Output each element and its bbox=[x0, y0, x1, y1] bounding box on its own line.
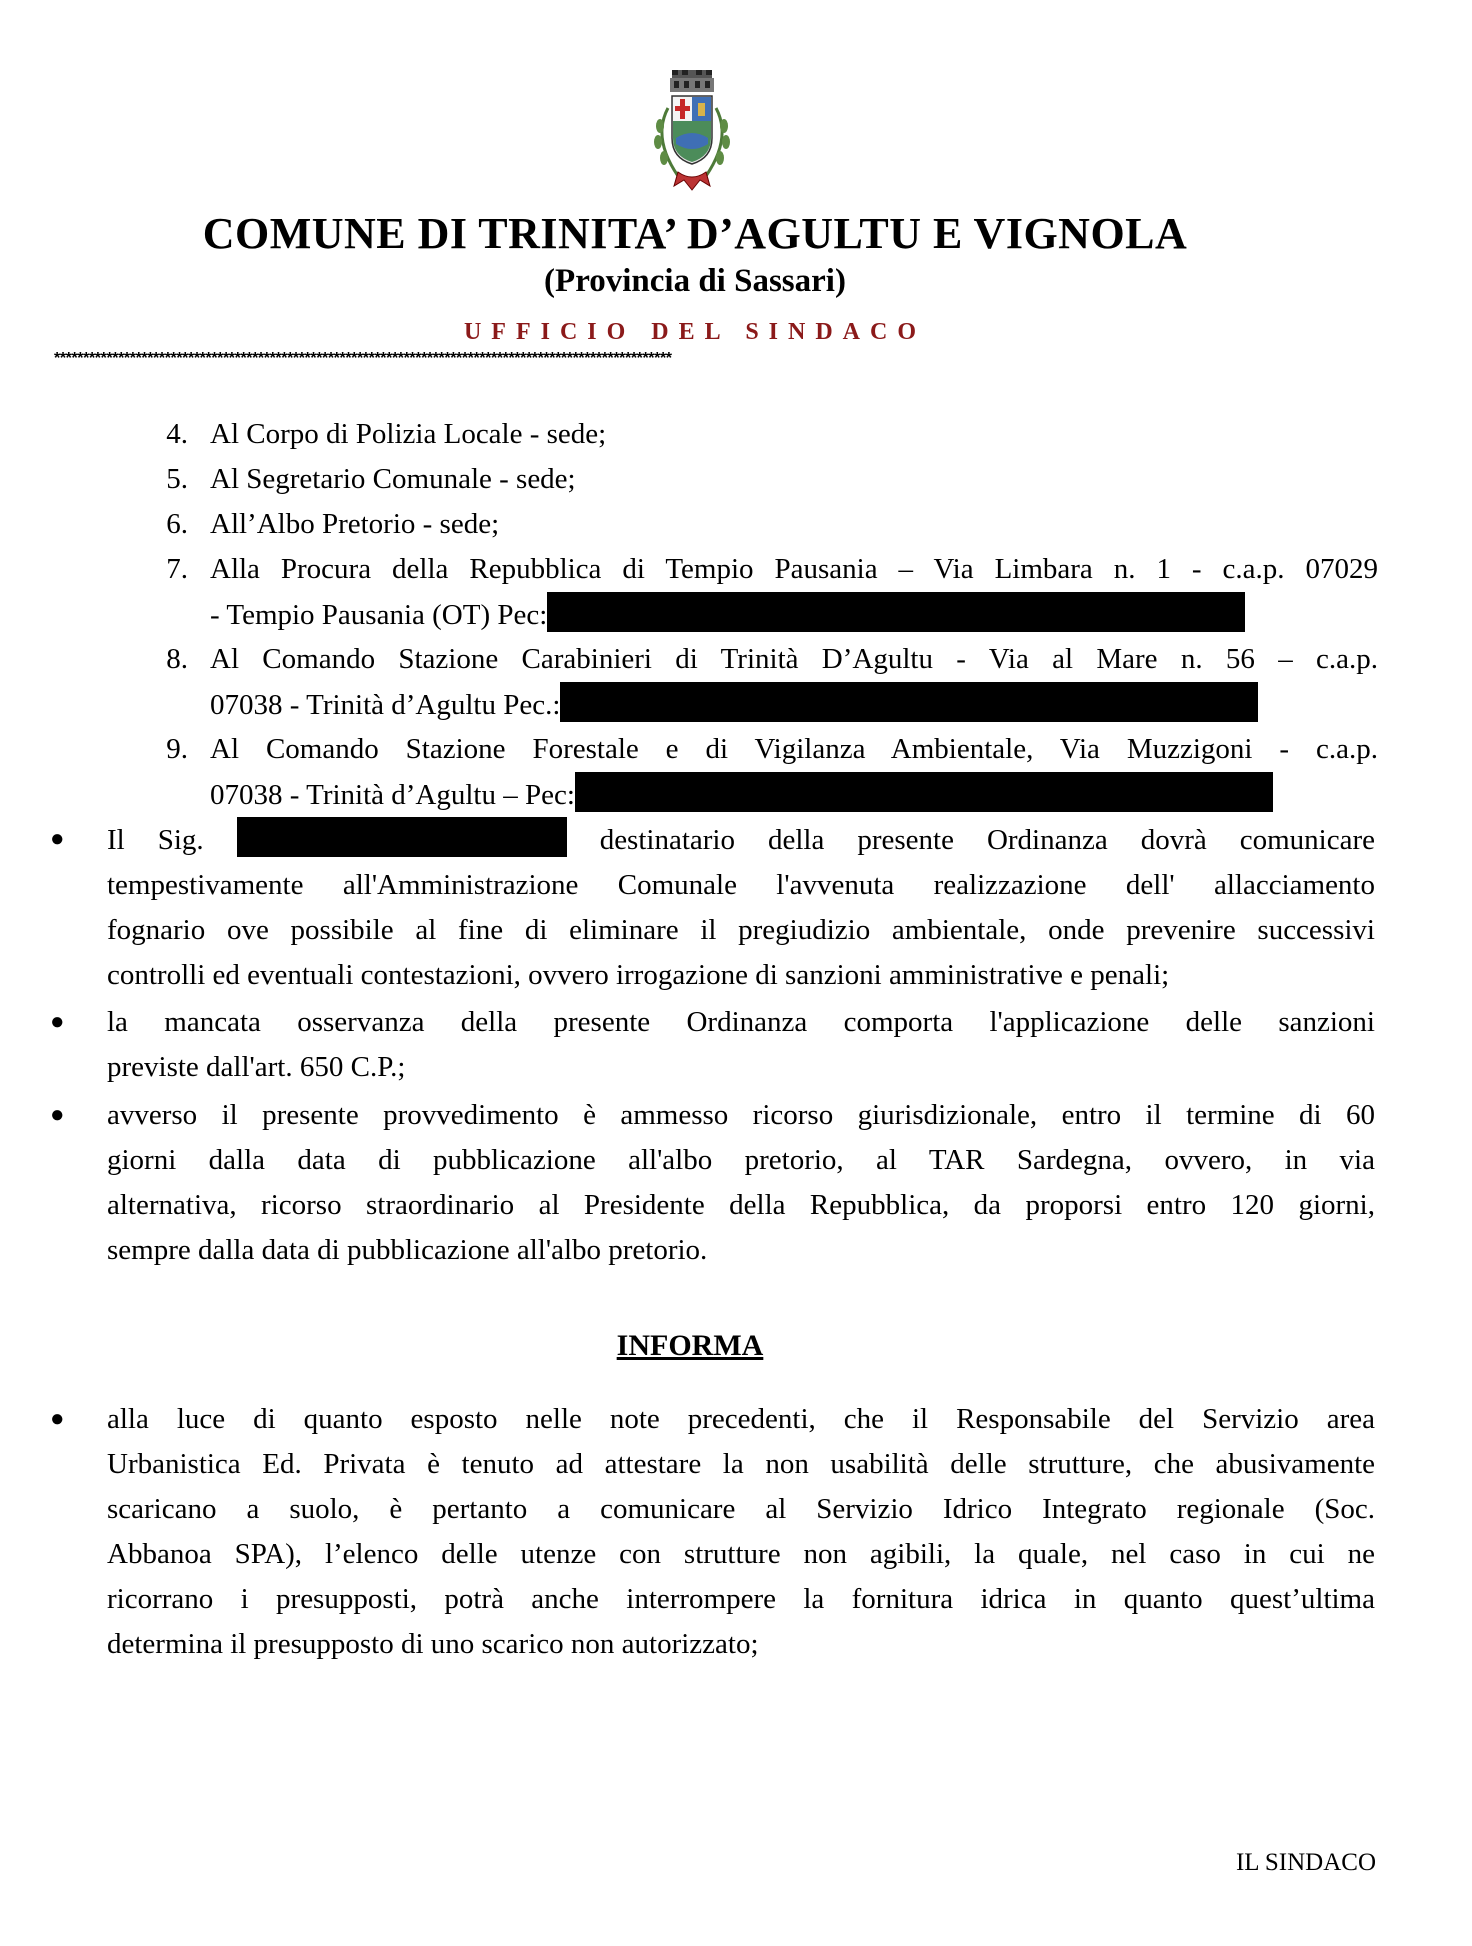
signature-label: IL SINDACO bbox=[1235, 1849, 1376, 1876]
bullet-text: giorni dalla data di pubblicazione all'albo pretorio, al TAR Sardegna, ovvero, in via bbox=[107, 1144, 1375, 1176]
bullet-dot: ● bbox=[50, 1406, 65, 1432]
bullet-dot: ● bbox=[50, 826, 65, 852]
bullet-text: alternativa, ricorso straordinario al Presidente della Repubblica, da proporsi entro 120 giorni, bbox=[107, 1189, 1375, 1221]
informa-text: alla luce di quanto esposto nelle note precedenti, che il Responsabile del Servizio area bbox=[107, 1403, 1375, 1435]
bullet-paragraph bbox=[107, 1000, 1375, 1090]
bullet-text: fognario ove possibile al fine di eliminare il pregiudizio ambientale, onde prevenire successivi bbox=[107, 914, 1375, 946]
recipient-number: 5. bbox=[166, 463, 188, 495]
bullet-paragraph bbox=[107, 817, 1375, 998]
recipient-text: Alla Procura della Repubblica di Tempio Pausania – Via Limbara n. 1 - c.a.p. 07029 bbox=[210, 553, 1378, 585]
recipient-text: Al Comando Stazione Forestale e di Vigilanza Ambientale, Via Muzzigoni - c.a.p. bbox=[210, 733, 1378, 765]
recipient-number: 9. bbox=[166, 733, 188, 765]
informa-text: Urbanistica Ed. Privata è tenuto ad attestare la non usabilità delle strutture, che abusivamente bbox=[107, 1448, 1375, 1480]
recipient-number: 4. bbox=[166, 418, 188, 450]
recipient-text: Al Comando Stazione Carabinieri di Trinità D’Agultu - Via al Mare n. 56 – c.a.p. bbox=[210, 643, 1378, 675]
informa-text: determina il presupposto di uno scarico non autorizzato; bbox=[107, 1628, 759, 1660]
office-label: UFFICIO DEL SINDACO bbox=[463, 319, 927, 345]
redaction-block bbox=[547, 592, 1245, 632]
header-separator: ********************************************************************************************************** bbox=[54, 350, 672, 367]
recipient-text: 07038 - Trinità d’Agultu Pec.: bbox=[210, 689, 561, 721]
redaction-block bbox=[560, 682, 1258, 722]
redaction-block bbox=[237, 817, 567, 857]
recipient-text: Al Segretario Comunale - sede; bbox=[210, 463, 576, 495]
recipient-number: 8. bbox=[166, 643, 188, 675]
informa-text: ricorrano i presupposti, potrà anche interrompere la fornitura idrica in quanto quest’ultima bbox=[107, 1583, 1375, 1615]
bullet-dot: ● bbox=[50, 1009, 65, 1035]
bullet-text: sempre dalla data di pubblicazione all'albo pretorio. bbox=[107, 1234, 708, 1266]
bullet-lead-text: Il Sig. bbox=[107, 824, 204, 856]
recipient-number: 6. bbox=[166, 508, 188, 540]
recipient-text: Al Corpo di Polizia Locale - sede; bbox=[210, 418, 607, 450]
recipient-number: 7. bbox=[166, 553, 188, 585]
informa-paragraph bbox=[107, 1397, 1375, 1667]
informa-text: Abbanoa SPA), l’elenco delle utenze con strutture non agibili, la quale, nel caso in cui ne bbox=[107, 1538, 1375, 1570]
municipal-crest-icon bbox=[648, 68, 736, 194]
bullet-paragraph bbox=[107, 1093, 1375, 1273]
bullet-dot: ● bbox=[50, 1102, 65, 1128]
recipient-text: 07038 - Trinità d’Agultu – Pec: bbox=[210, 779, 575, 811]
page-title: COMUNE DI TRINITA’ D’AGULTU E VIGNOLA bbox=[202, 209, 1188, 258]
province-subtitle: (Provincia di Sassari) bbox=[544, 263, 846, 299]
section-heading: INFORMA bbox=[616, 1329, 764, 1362]
recipient-text: All’Albo Pretorio - sede; bbox=[210, 508, 500, 540]
bullet-text: previste dall'art. 650 C.P.; bbox=[107, 1051, 406, 1083]
bullet-text: avverso il presente provvedimento è ammesso ricorso giurisdizionale, entro il termine di 60 bbox=[107, 1099, 1375, 1131]
informa-text: scaricano a suolo, è pertanto a comunicare al Servizio Idrico Integrato regionale (Soc. bbox=[107, 1493, 1375, 1525]
bullet-text: tempestivamente all'Amministrazione Comunale l'avvenuta realizzazione dell' allacciamento bbox=[107, 869, 1375, 901]
bullet-text: controlli ed eventuali contestazioni, ovvero irrogazione di sanzioni amministrative e penali; bbox=[107, 959, 1170, 991]
recipient-text: - Tempio Pausania (OT) Pec: bbox=[210, 599, 548, 631]
bullet-lead-text: destinatario della presente Ordinanza dovrà comunicare bbox=[599, 824, 1376, 856]
redaction-block bbox=[575, 772, 1273, 812]
bullet-text: la mancata osservanza della presente Ordinanza comporta l'applicazione delle sanzioni bbox=[107, 1006, 1375, 1038]
